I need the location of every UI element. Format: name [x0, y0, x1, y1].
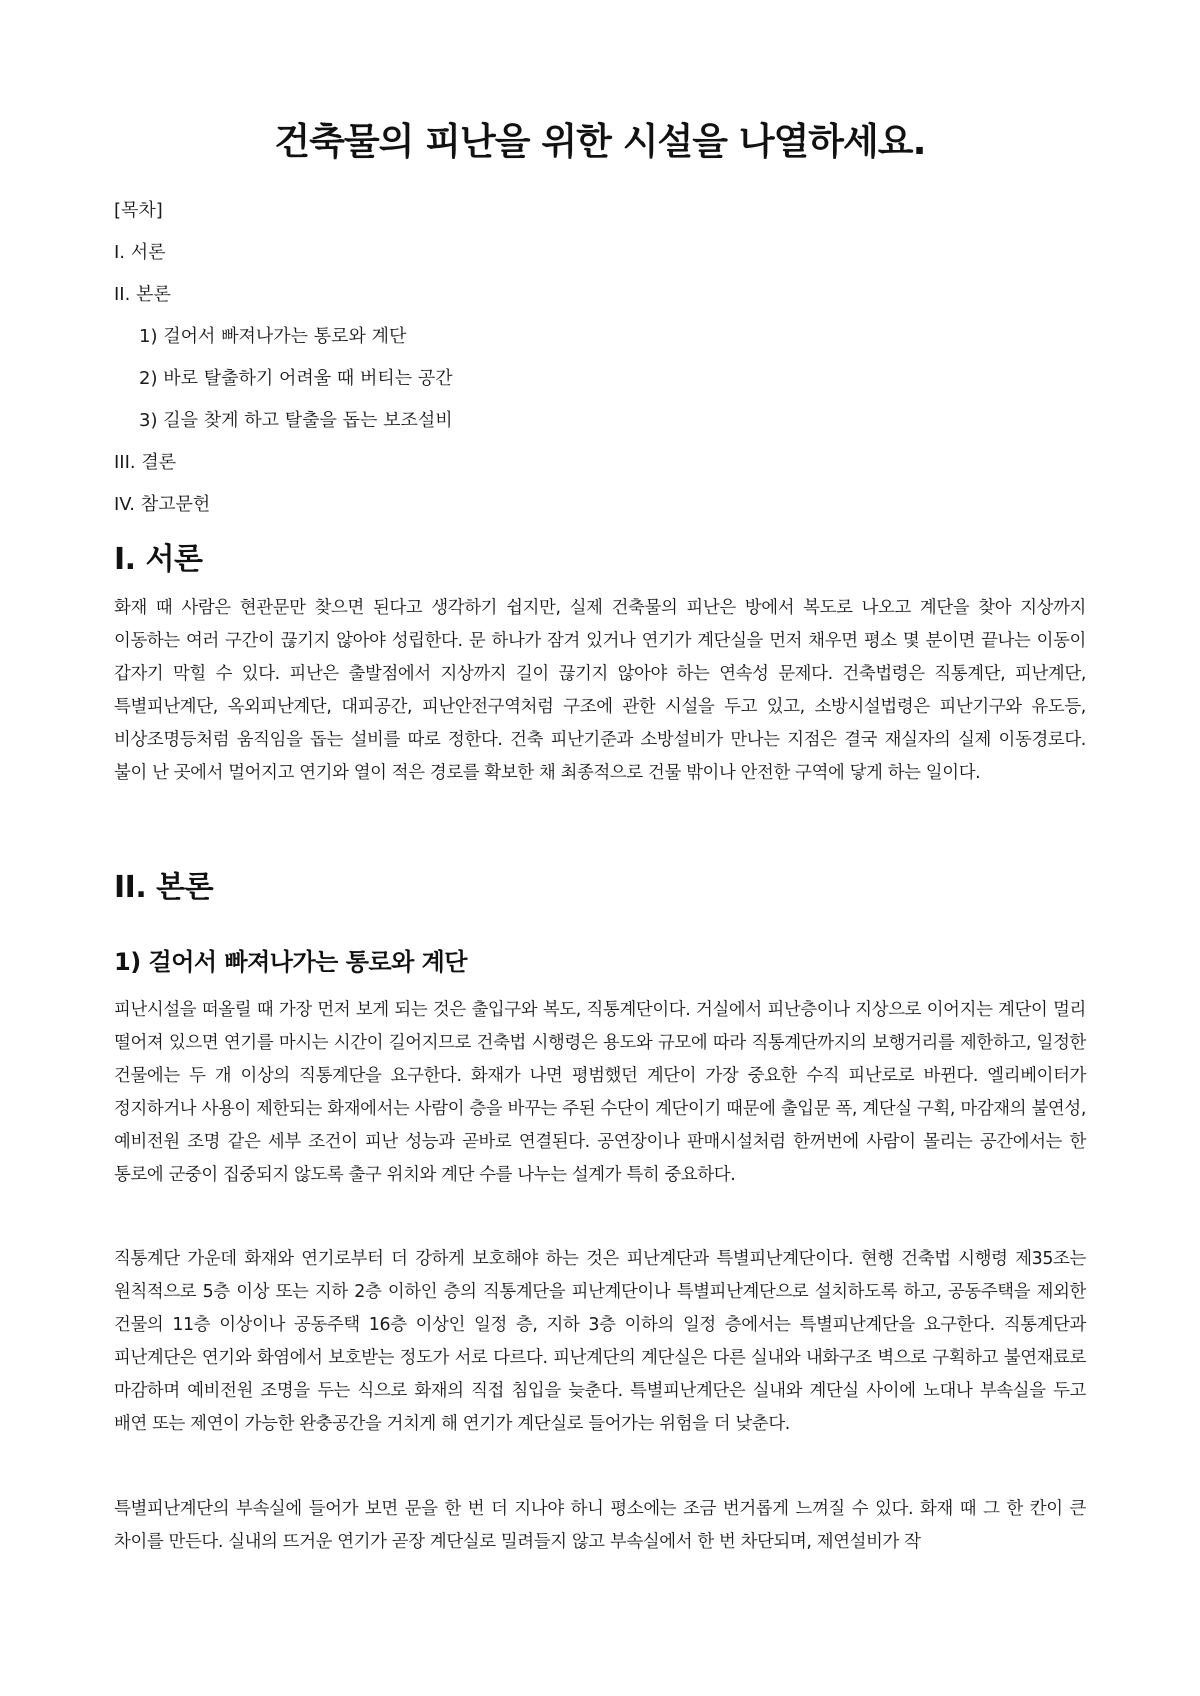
section-intro-title: I. 서론 — [114, 542, 203, 577]
toc-item-body-sub1: 1) 걸어서 빠져나가는 통로와 계단 — [139, 326, 407, 347]
document-title: 건축물의 피난을 위한 시설을 나열하세요. — [274, 120, 926, 163]
subsection-1-paragraph-3: 특별피난계단의 부속실에 들어가 보면 문을 한 번 더 지나야 하니 평소에는 조금 번거롭게 느껴질 수 있다. 화재 때 그 한 칸이 큰 차이를 만든다. 실내의 뜨거운 연기가 곧장 계단실로 밀려들지 않고 부속실에서 한 번 차단되며, 제연설비가 작 — [114, 1499, 1086, 1552]
subsection-1-title: 1) 걸어서 빠져나가는 통로와 계단 — [114, 948, 467, 976]
section-body-title: II. 본론 — [114, 870, 214, 905]
subsection-1-paragraph-2: 직통계단 가운데 화재와 연기로부터 더 강하게 보호해야 하는 것은 피난계단과 특별피난계단이다. 현행 건축법 시행령 제35조는 원칙적으로 5층 이상 또는 지하 2층 이하인 층의 직통계단을 피난계단이나 특별피난계단으로 설치하도록 하고, 공동주택을 제외한 건물의 11층 이상이나 공동주택 16층 이상인 일정 층, 지하 3층 이하의 일정 층에서는 특별피난계단을 요구한다. 직통계단과 피난계단은 연기와 화염에서 보호받는 정도가 서로 다르다. 피난계단의 계단실은 다른 실내와 내화구조 벽으로 구획하고 불연재료로 마감하며 예비전원 조명을 두는 식으로 화재의 직접 침입을 늦춘다. 특별피난계단은 실내와 계단실 사이에 노대나 부속실을 두고 배연 또는 제연이 가능한 완충공간을 거치게 해 연기가 계단실로 들어가는 위험을 더 낮춘다. — [114, 1249, 1086, 1434]
document-page — [114, 0, 1086, 1552]
toc-heading: [목차] — [114, 200, 163, 221]
subsection-1-paragraph-1: 피난시설을 떠올릴 때 가장 먼저 보게 되는 것은 출입구와 복도, 직통계단이다. 거실에서 피난층이나 지상으로 이어지는 계단이 멀리 떨어져 있으면 연기를 마시는 시간이 길어지므로 건축법 시행령은 용도와 규모에 따라 직통계단까지의 보행거리를 제한하고, 일정한 건물에는 두 개 이상의 직통계단을 요구한다. 화재가 나면 평범했던 계단이 가장 중요한 수직 피난로로 바뀐다. 엘리베이터가 정지하거나 사용이 제한되는 화재에서는 사람이 층을 바꾸는 주된 수단이 계단이기 때문에 출입문 폭, 계단실 구획, 마감재의 불연성, 예비전원 조명 같은 세부 조건이 피난 성능과 곧바로 연결된다. 공연장이나 판매시설처럼 한꺼번에 사람이 몰리는 공간에서는 한 통로에 군중이 집중되지 않도록 출구 위치와 계단 수를 나누는 설계가 특히 중요하다. — [114, 1000, 1086, 1185]
toc-item-body: II. 본론 — [114, 284, 171, 305]
toc-item-references: IV. 참고문헌 — [114, 494, 211, 515]
toc-item-intro: I. 서론 — [114, 242, 166, 263]
section-intro-paragraph: 화재 때 사람은 현관문만 찾으면 된다고 생각하기 쉽지만, 실제 건축물의 피난은 방에서 복도로 나오고 계단을 찾아 지상까지 이동하는 여러 구간이 끊기지 않아야 성립한다. 문 하나가 잠겨 있거나 연기가 계단실을 먼저 채우면 평소 몇 분이면 끝나는 이동이 갑자기 막힐 수 있다. 피난은 출발점에서 지상까지 길이 끊기지 않아야 하는 연속성 문제다. 건축법령은 직통계단, 피난계단, 특별피난계단, 옥외피난계단, 대피공간, 피난안전구역처럼 구조에 관한 시설을 두고 있고, 소방시설법령은 피난기구와 유도등, 비상조명등처럼 움직임을 돕는 설비를 따로 정한다. 건축 피난기준과 소방설비가 만나는 지점은 결국 재실자의 실제 이동경로다. 불이 난 곳에서 멀어지고 연기와 열이 적은 경로를 확보한 채 최종적으로 건물 밖이나 안전한 구역에 닿게 하는 일이다. — [114, 598, 1086, 783]
toc-item-body-sub2: 2) 바로 탈출하기 어려울 때 버티는 공간 — [139, 368, 453, 389]
toc-item-body-sub3: 3) 길을 찾게 하고 탈출을 돕는 보조설비 — [139, 410, 453, 431]
toc-item-conclusion: III. 결론 — [114, 452, 177, 473]
table-of-contents — [114, 190, 1086, 526]
